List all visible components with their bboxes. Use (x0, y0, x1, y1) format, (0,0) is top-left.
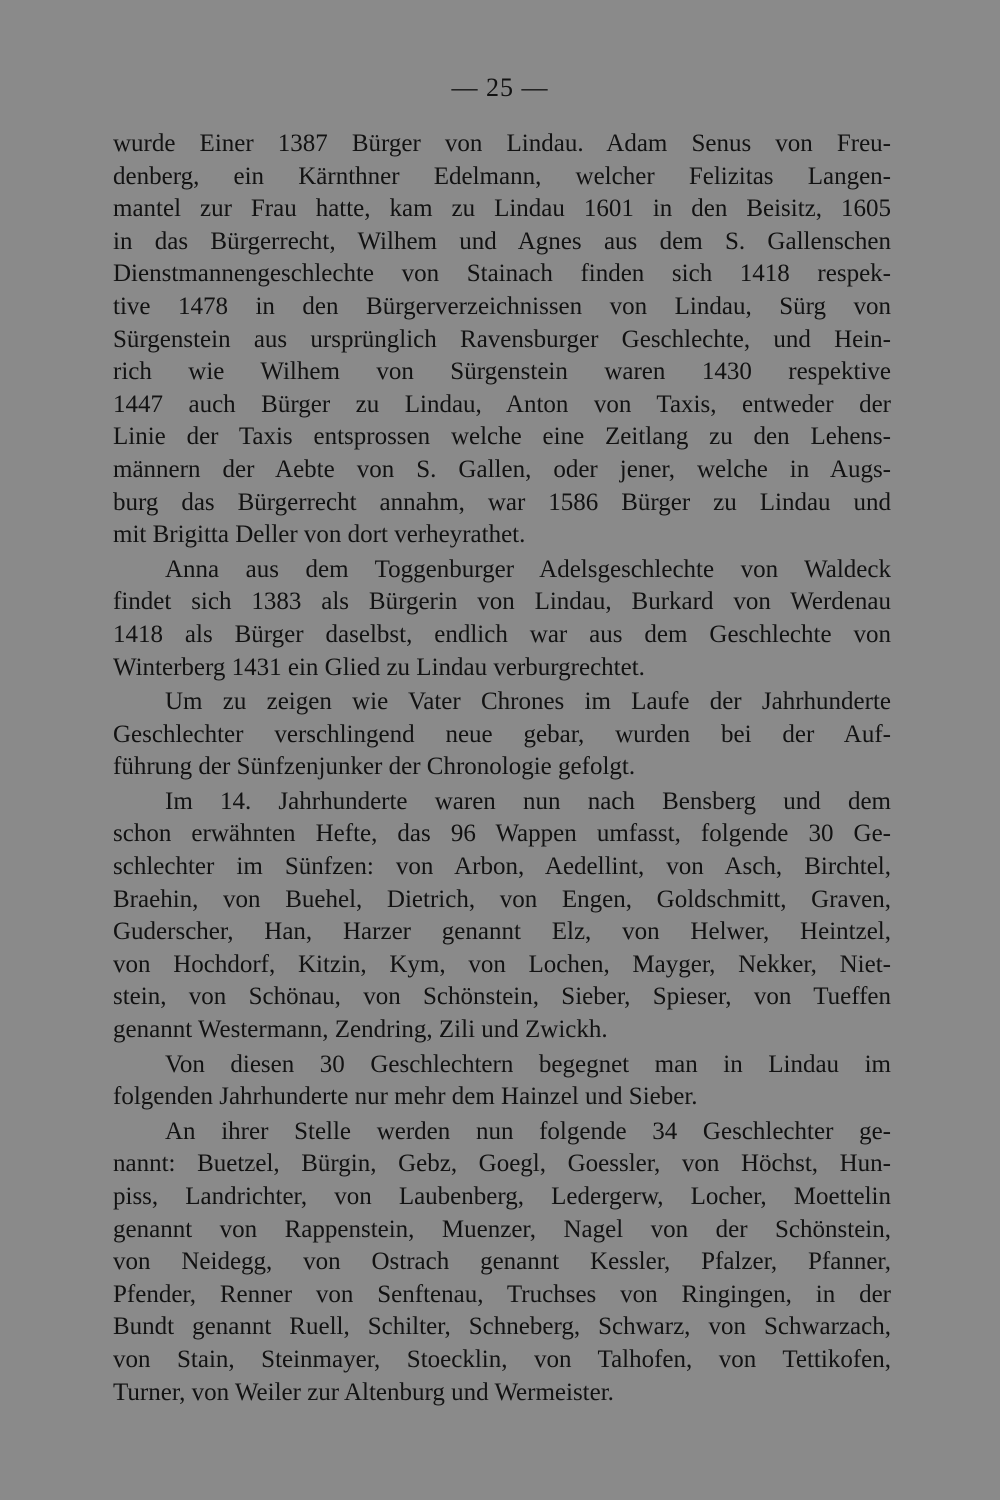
text-line: Dienstmannengeschlechte von Stainach finden sich 1418 respek- (113, 260, 891, 288)
page-body (113, 128, 891, 1409)
text-line: genannt Westermann, Zendring, Zili und Zwickh. (113, 1016, 608, 1044)
text-line: An ihrer Stelle werden nun folgende 34 Geschlechter ge- (165, 1117, 891, 1145)
text-line: tive 1478 in den Bürgerverzeichnissen von Lindau, Sürg von (113, 292, 891, 320)
text-line: Bundt genannt Ruell, Schilter, Schneberg, Schwarz, von Schwarzach, (113, 1313, 891, 1341)
text-line: Geschlechter verschlingend neue gebar, wurden bei der Auf- (113, 720, 891, 748)
paragraph-4 (113, 786, 891, 1047)
text-line: denberg, ein Kärnthner Edelmann, welcher Felizitas Langen- (113, 162, 891, 190)
paragraph-1 (113, 128, 891, 552)
text-line: mit Brigitta Deller von dort verheyrathet. (113, 521, 526, 549)
text-line: von Hochdorf, Kitzin, Kym, von Lochen, Mayger, Nekker, Niet- (113, 950, 891, 978)
paragraph-5 (113, 1049, 891, 1114)
text-line: Turner, von Weiler zur Altenburg und Wermeister. (113, 1378, 614, 1406)
paragraph-3 (113, 686, 891, 784)
text-line: wurde Einer 1387 Bürger von Lindau. Adam Senus von Freu- (113, 130, 891, 157)
text-line: folgenden Jahrhunderte nur mehr dem Hainzel und Sieber. (113, 1083, 698, 1111)
paragraph-6 (113, 1116, 891, 1409)
text-line: genannt von Rappenstein, Muenzer, Nagel von der Schönstein, (113, 1215, 891, 1243)
text-line: burg das Bürgerrecht annahm, war 1586 Bürger zu Lindau und (113, 488, 891, 516)
page-number: — 25 — (451, 73, 549, 102)
text-line: Guderscher, Han, Harzer genannt Elz, von Helwer, Heintzel, (113, 918, 891, 946)
text-line: Anna aus dem Toggenburger Adelsgeschlechte von Waldeck (165, 555, 891, 583)
text-line: Sürgenstein aus ursprünglich Ravensburger Geschlechte, und Hein- (113, 325, 891, 353)
text-line: stein, von Schönau, von Schönstein, Sieber, Spieser, von Tueffen (113, 983, 891, 1011)
text-line: von Stain, Steinmayer, Stoecklin, von Talhofen, von Tettikofen, (113, 1345, 891, 1373)
text-line: Linie der Taxis entsprossen welche eine Zeitlang zu den Lehens- (113, 423, 891, 451)
text-line: 1418 als Bürger daselbst, endlich war aus dem Geschlechte von (113, 620, 891, 648)
text-line: piss, Landrichter, von Laubenberg, Ledergerw, Locher, Moettelin (113, 1183, 891, 1210)
text-line: in das Bürgerrecht, Wilhem und Agnes aus dem S. Gallenschen (113, 227, 891, 255)
text-line: rich wie Wilhem von Sürgenstein waren 1430 respektive (113, 358, 891, 386)
text-line: schon erwähnten Hefte, das 96 Wappen umfasst, folgende 30 Ge- (113, 820, 891, 848)
text-line: von Neidegg, von Ostrach genannt Kessler, Pfalzer, Pfanner, (113, 1248, 891, 1276)
text-line: Von diesen 30 Geschlechtern begegnet man in Lindau im (165, 1050, 891, 1078)
text-line: mantel zur Frau hatte, kam zu Lindau 1601 in den Beisitz, 1605 (113, 195, 891, 223)
text-line: Um zu zeigen wie Vater Chrones im Laufe der Jahrhunderte (165, 688, 891, 716)
text-line: Pfender, Renner von Senftenau, Truchses von Ringingen, in der (113, 1280, 891, 1308)
paragraph-2 (113, 554, 891, 684)
text-line: schlechter im Sünfzen: von Arbon, Aedellint, von Asch, Birchtel, (113, 853, 891, 881)
text-line: Braehin, von Buehel, Dietrich, von Engen, Goldschmitt, Graven, (113, 885, 891, 913)
text-line: findet sich 1383 als Bürgerin von Lindau, Burkard von Werdenau (113, 588, 891, 616)
text-line: männern der Aebte von S. Gallen, oder jener, welche in Augs- (113, 455, 891, 483)
text-line: nannt: Buetzel, Bürgin, Gebz, Goegl, Goessler, von Höchst, Hun- (113, 1150, 891, 1178)
text-line: führung der Sünfzenjunker der Chronologie gefolgt. (113, 753, 636, 781)
text-line: Im 14. Jahrhunderte waren nun nach Bensberg und dem (165, 787, 891, 815)
text-line: Winterberg 1431 ein Glied zu Lindau verburgrechtet. (113, 653, 645, 681)
text-line: 1447 auch Bürger zu Lindau, Anton von Taxis, entweder der (113, 390, 891, 418)
